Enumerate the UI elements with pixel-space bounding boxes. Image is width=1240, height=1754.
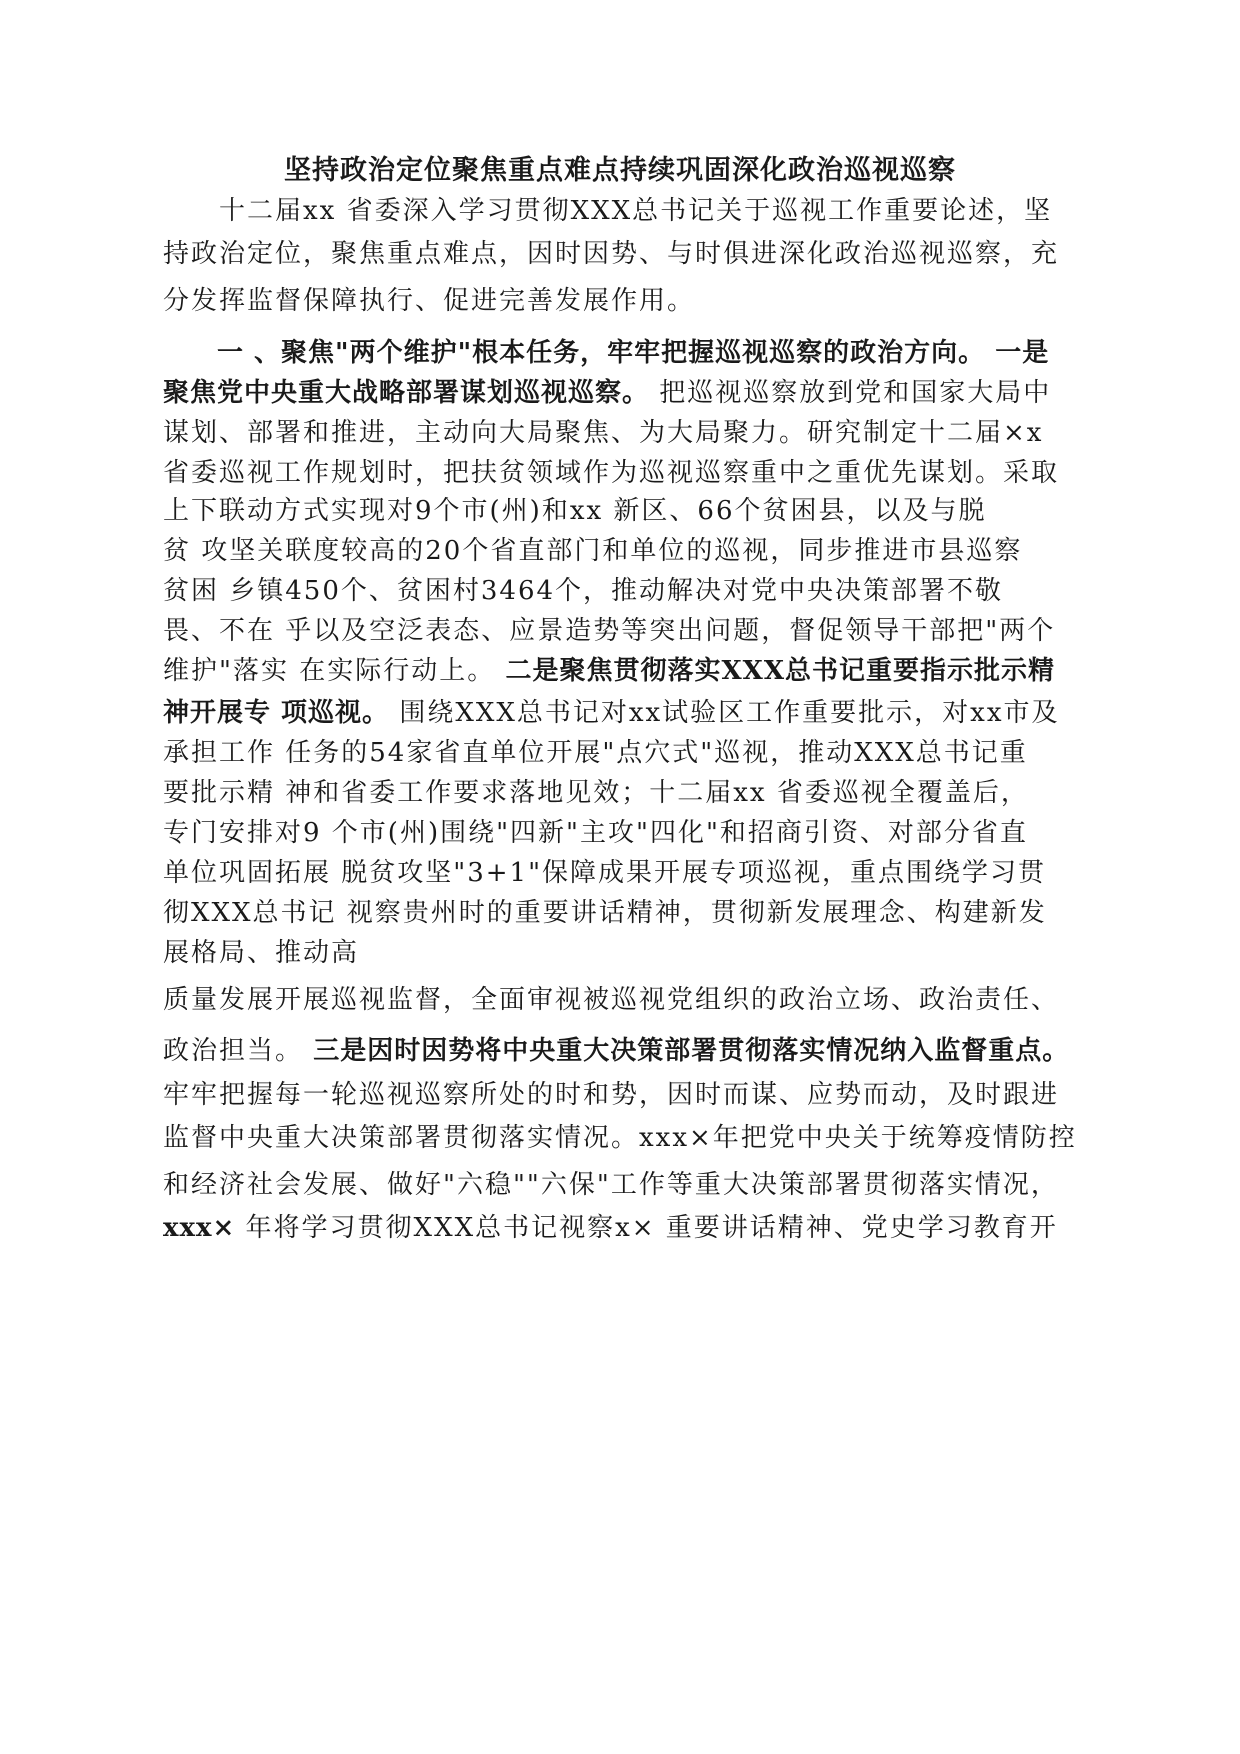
text-segment: 要批示精 神和省委工作要求落地见效；十二届xx 省委巡视全覆盖后， (163, 778, 1029, 808)
body-line (163, 1210, 1083, 1246)
text-segment: 围绕XXX总书记对xx试验区工作重要批示，对xx市及 (389, 698, 1060, 728)
body-line (163, 653, 1083, 689)
text-segment: 牢牢把握每一轮巡视巡察所处的时和势，因时而谋、应势而动，及时跟进 (163, 1080, 1060, 1110)
text-segment: 监督中央重大决策部署贯彻落实情况。xxx×年把党中央关于统筹疫情防控 (163, 1123, 1077, 1153)
text-segment: 专门安排对9 个市(州)围绕"四新"主攻"四化"和招商引资、对部分省直 (163, 818, 1028, 848)
text-segment: 谋划、部署和推进，主动向大局聚焦、为大局聚力。研究制定十二届×x (163, 418, 1044, 448)
text-segment: 政治担当。 (163, 1036, 314, 1066)
bold-text-segment: xxx× (163, 1213, 236, 1243)
text-segment: 质量发展开展巡视监督，全面审视被巡视党组织的政治立场、政治责任、 (163, 985, 1060, 1015)
body-line (163, 613, 1083, 649)
text-segment: 展格局、推动高 (163, 938, 360, 968)
body-line (163, 375, 1083, 411)
text-segment: 贫困 乡镇450个、贫困村3464个，推动解决对党中央决策部署不敬 (163, 576, 1004, 606)
body-line (163, 855, 1083, 891)
body-line (163, 982, 1083, 1018)
body-line (163, 815, 1083, 851)
body-line (163, 695, 1083, 731)
text-segment: 上下联动方式实现对9个市(州)和xx 新区、66个贫困县，以及与脱 (163, 496, 987, 526)
body-line (163, 935, 1083, 971)
body-line (163, 1120, 1083, 1156)
text-segment: 维护"落实 在实际行动上。 (163, 656, 506, 686)
bold-text-segment: 一 、聚焦"两个维护"根本任务，牢牢把握巡视巡察的政治方向。 一是 (163, 338, 1050, 368)
bold-text-segment: 聚焦党中央重大战略部署谋划巡视巡察。 (163, 378, 650, 408)
text-segment: 和经济社会发展、做好"六稳""六保"工作等重大决策部署贯彻落实情况， (163, 1170, 1059, 1200)
body-line (163, 1077, 1083, 1113)
text-segment: 持政治定位，聚焦重点难点，因时因势、与时俱进深化政治巡视巡察，充 (163, 239, 1060, 269)
body-line (163, 895, 1083, 931)
body-line (163, 236, 1083, 272)
body-line (163, 735, 1083, 771)
body-line (163, 335, 1083, 371)
body-line (163, 283, 1083, 319)
body-line (163, 533, 1083, 569)
bold-text-segment: 二是聚焦贯彻落实XXX总书记重要指示批示精 (505, 656, 1056, 686)
text-segment: 彻XXX总书记 视察贵州时的重要讲话精神，贯彻新发展理念、构建新发 (163, 898, 1047, 928)
body-line (163, 415, 1083, 451)
bold-text-segment: 神开展专 项巡视。 (163, 698, 390, 728)
body-line (163, 493, 1083, 529)
text-segment: 分发挥监督保障执行、促进完善发展作用。 (163, 286, 696, 316)
body-line (163, 1033, 1083, 1069)
body-line (163, 455, 1083, 491)
document-title: 坚持政治定位聚焦重点难点持续巩固深化政治巡视巡察 (284, 155, 956, 186)
body-line (163, 193, 1083, 229)
body-line (163, 1167, 1083, 1203)
text-segment: 年将学习贯彻XXX总书记视察x× 重要讲话精神、党史学习教育开 (235, 1213, 1058, 1243)
text-segment: 承担工作 任务的54家省直单位开展"点穴式"巡视，推动XXX总书记重 (163, 738, 1028, 768)
text-segment: 单位巩固拓展 脱贫攻坚"3+1"保障成果开展专项巡视，重点围绕学习贯 (163, 858, 1047, 888)
text-segment: 省委巡视工作规划时，把扶贫领域作为巡视巡察重中之重优先谋划。采取 (163, 458, 1060, 488)
body-line (163, 573, 1083, 609)
text-segment: 把巡视巡察放到党和国家大局中 (649, 378, 1052, 408)
text-segment: 贫 攻坚关联度较高的20个省直部门和单位的巡视，同步推进市县巡察 (163, 536, 1023, 566)
text-segment: 十二届xx 省委深入学习贯彻XXX总书记关于巡视工作重要论述，坚 (163, 196, 1053, 226)
text-segment: 畏、不在 乎以及空泛表态、应景造势等突出问题，督促领导干部把"两个 (163, 616, 1056, 646)
body-line (163, 775, 1083, 811)
bold-text-segment: 三是因时因势将中央重大决策部署贯彻落实情况纳入监督重点。 (313, 1036, 1070, 1066)
